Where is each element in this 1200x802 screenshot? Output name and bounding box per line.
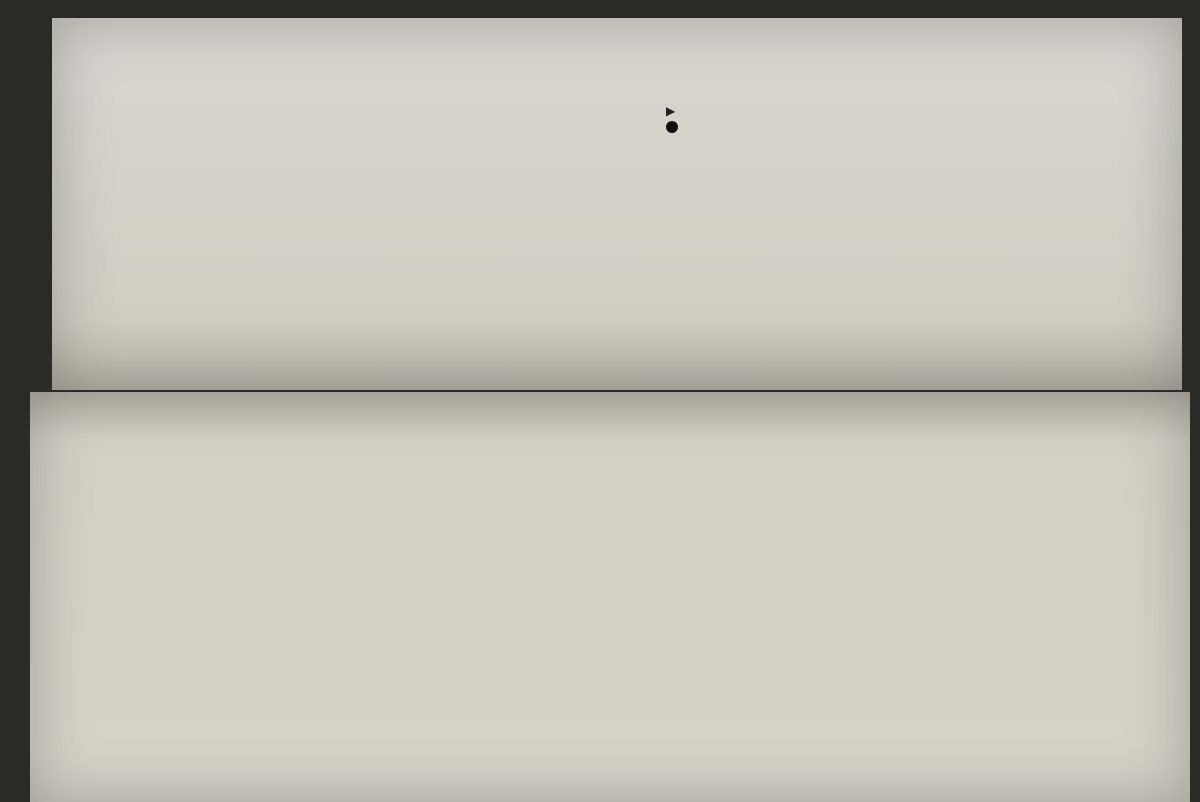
booklet-page-8 — [52, 18, 1182, 390]
booklet-page-9 — [30, 392, 1190, 802]
legend-dot-icon — [666, 121, 678, 133]
legend-arrow-icon: ▶ — [666, 104, 676, 118]
